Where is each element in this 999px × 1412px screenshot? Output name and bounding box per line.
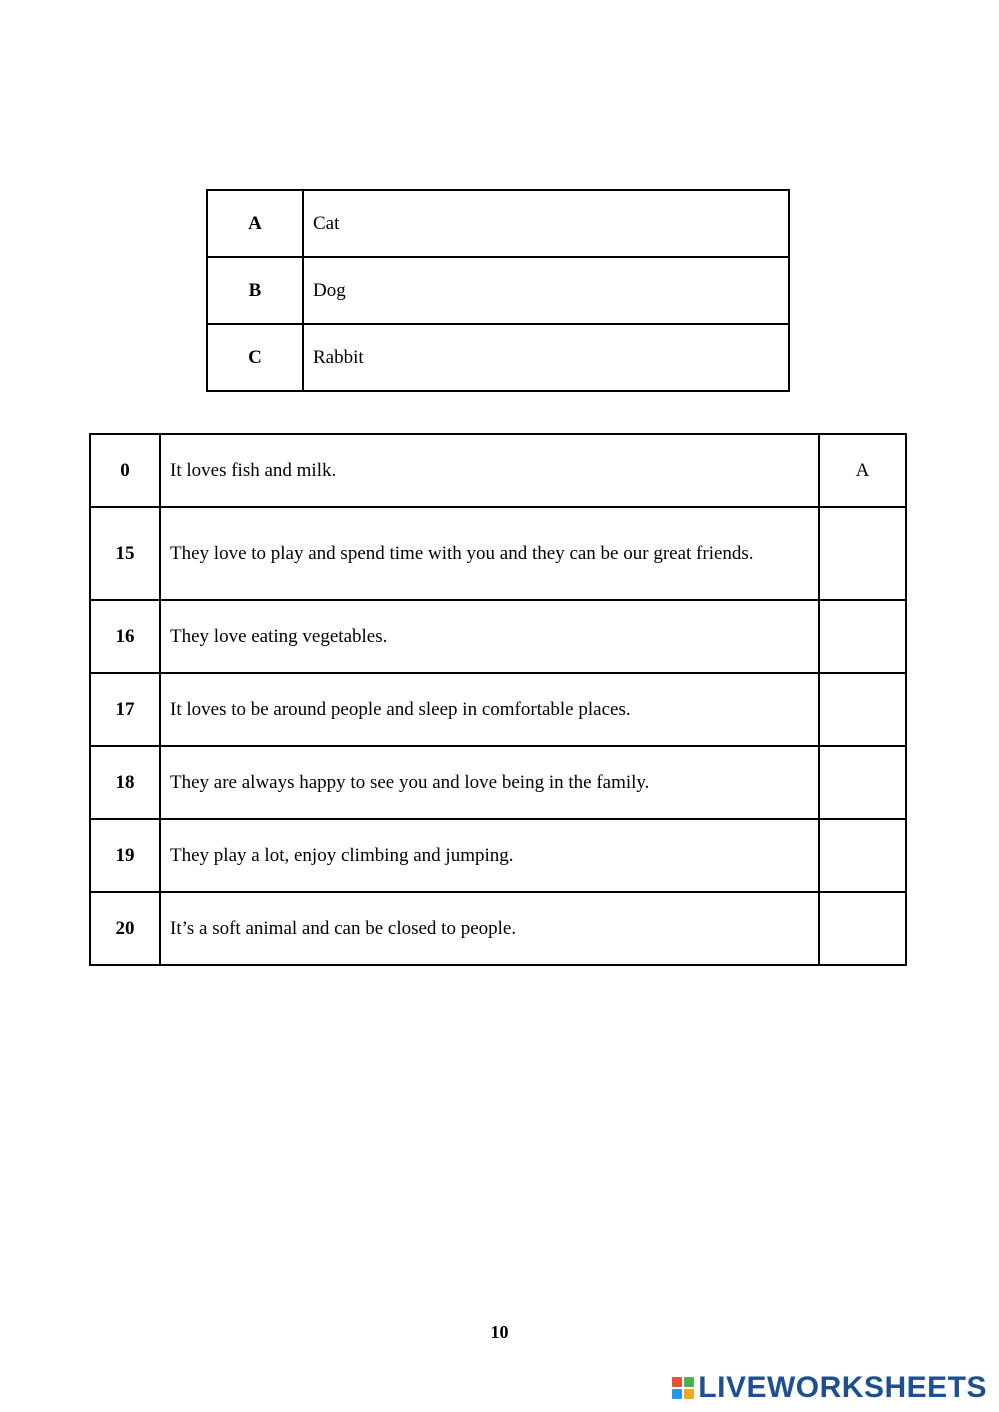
option-row — [207, 324, 789, 391]
option-letter: A — [207, 190, 303, 257]
question-number: 19 — [90, 819, 160, 892]
option-row — [207, 257, 789, 324]
answer-field[interactable] — [819, 507, 906, 600]
liveworksheets-logo-icon — [672, 1377, 694, 1399]
logo-tile — [672, 1389, 682, 1399]
question-number: 17 — [90, 673, 160, 746]
questions-table — [89, 433, 907, 966]
question-statement: They love eating vegetables. — [160, 600, 819, 673]
answer-cell-example: A — [819, 434, 906, 507]
answer-field[interactable] — [819, 600, 906, 673]
question-row — [90, 819, 906, 892]
question-number: 16 — [90, 600, 160, 673]
logo-tile — [672, 1377, 682, 1387]
brand-name: LIVEWORKSHEETS — [698, 1371, 987, 1404]
option-animal: Cat — [303, 190, 789, 257]
question-statement: It’s a soft animal and can be closed to people. — [160, 892, 819, 965]
question-statement: They love to play and spend time with you and they can be our great friends. — [160, 507, 819, 600]
answer-field[interactable] — [819, 819, 906, 892]
question-number: 15 — [90, 507, 160, 600]
question-number: 0 — [90, 434, 160, 507]
question-row — [90, 434, 906, 507]
option-letter: C — [207, 324, 303, 391]
question-number: 20 — [90, 892, 160, 965]
options-table — [206, 189, 790, 392]
answer-field[interactable] — [819, 673, 906, 746]
question-row — [90, 507, 906, 600]
option-animal: Dog — [303, 257, 789, 324]
question-row — [90, 673, 906, 746]
question-row — [90, 746, 906, 819]
question-statement: They play a lot, enjoy climbing and jumping. — [160, 819, 819, 892]
option-animal: Rabbit — [303, 324, 789, 391]
answer-field[interactable] — [819, 746, 906, 819]
option-letter: B — [207, 257, 303, 324]
page-number: 10 — [490, 1322, 509, 1342]
logo-tile — [684, 1377, 694, 1387]
option-row — [207, 190, 789, 257]
answer-field[interactable] — [819, 892, 906, 965]
question-row — [90, 600, 906, 673]
logo-tile — [684, 1389, 694, 1399]
question-number: 18 — [90, 746, 160, 819]
question-statement: They are always happy to see you and love being in the family. — [160, 746, 819, 819]
question-statement: It loves fish and milk. — [160, 434, 819, 507]
question-row — [90, 892, 906, 965]
question-statement: It loves to be around people and sleep in comfortable places. — [160, 673, 819, 746]
liveworksheets-brand — [672, 1372, 987, 1404]
